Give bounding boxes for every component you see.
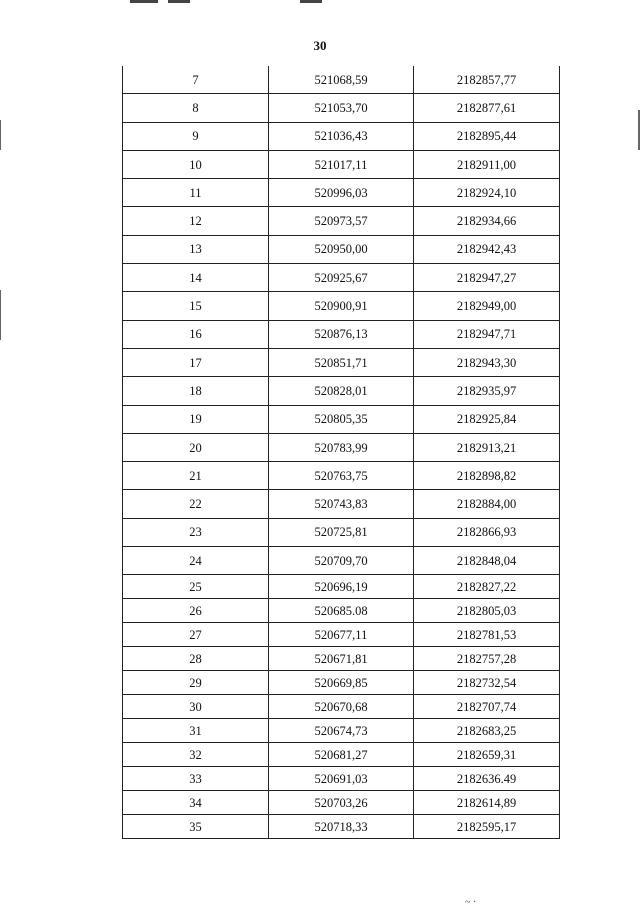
table-row (123, 292, 560, 320)
y-coordinate-cell: 2182659,31 (414, 743, 560, 767)
y-coordinate-cell: 2182614,89 (414, 791, 560, 815)
point-number-cell: 18 (123, 377, 269, 405)
table-row (123, 575, 560, 599)
x-coordinate-cell: 520677,11 (269, 623, 414, 647)
x-coordinate-cell: 520669,85 (269, 671, 414, 695)
table-row (123, 547, 560, 575)
point-number-cell: 15 (123, 292, 269, 320)
scan-artifact-top (130, 0, 330, 4)
point-number-cell: 17 (123, 348, 269, 376)
table-row (123, 150, 560, 178)
table-row (123, 647, 560, 671)
table-row (123, 490, 560, 518)
coordinates-table (122, 66, 560, 839)
x-coordinate-cell: 520950,00 (269, 235, 414, 263)
point-number-cell: 34 (123, 791, 269, 815)
point-number-cell: 19 (123, 405, 269, 433)
x-coordinate-cell: 521036,43 (269, 122, 414, 150)
table-row (123, 433, 560, 461)
table-row (123, 348, 560, 376)
point-number-cell: 22 (123, 490, 269, 518)
point-number-cell: 10 (123, 150, 269, 178)
x-coordinate-cell: 520925,67 (269, 264, 414, 292)
point-number-cell: 27 (123, 623, 269, 647)
y-coordinate-cell: 2182947,71 (414, 320, 560, 348)
point-number-cell: 28 (123, 647, 269, 671)
table-row (123, 122, 560, 150)
point-number-cell: 14 (123, 264, 269, 292)
table-row (123, 94, 560, 122)
x-coordinate-cell: 520703,26 (269, 791, 414, 815)
y-coordinate-cell: 2182781,53 (414, 623, 560, 647)
y-coordinate-cell: 2182947,27 (414, 264, 560, 292)
x-coordinate-cell: 521053,70 (269, 94, 414, 122)
table-row (123, 791, 560, 815)
page-number: 30 (313, 38, 327, 53)
y-coordinate-cell: 2182877,61 (414, 94, 560, 122)
point-number-cell: 29 (123, 671, 269, 695)
y-coordinate-cell: 2182683,25 (414, 719, 560, 743)
y-coordinate-cell: 2182595,17 (414, 815, 560, 839)
x-coordinate-cell: 520900,91 (269, 292, 414, 320)
table-row (123, 767, 560, 791)
table-row (123, 235, 560, 263)
point-number-cell: 9 (123, 122, 269, 150)
point-number-cell: 30 (123, 695, 269, 719)
x-coordinate-cell: 520996,03 (269, 179, 414, 207)
x-coordinate-cell: 521068,59 (269, 66, 414, 94)
y-coordinate-cell: 2182757,28 (414, 647, 560, 671)
point-number-cell: 13 (123, 235, 269, 263)
table-row (123, 264, 560, 292)
y-coordinate-cell: 2182934,66 (414, 207, 560, 235)
y-coordinate-cell: 2182636.49 (414, 767, 560, 791)
point-number-cell: 24 (123, 547, 269, 575)
y-coordinate-cell: 2182857,77 (414, 66, 560, 94)
point-number-cell: 21 (123, 462, 269, 490)
y-coordinate-cell: 2182898,82 (414, 462, 560, 490)
table-row (123, 207, 560, 235)
x-coordinate-cell: 520876,13 (269, 320, 414, 348)
x-coordinate-cell: 520763,75 (269, 462, 414, 490)
table-row (123, 743, 560, 767)
y-coordinate-cell: 2182848,04 (414, 547, 560, 575)
y-coordinate-cell: 2182924,10 (414, 179, 560, 207)
y-coordinate-cell: 2182827,22 (414, 575, 560, 599)
point-number-cell: 35 (123, 815, 269, 839)
x-coordinate-cell: 520709,70 (269, 547, 414, 575)
x-coordinate-cell: 520674,73 (269, 719, 414, 743)
table-row (123, 671, 560, 695)
y-coordinate-cell: 2182707,74 (414, 695, 560, 719)
y-coordinate-cell: 2182913,21 (414, 433, 560, 461)
point-number-cell: 7 (123, 66, 269, 94)
x-coordinate-cell: 520685.08 (269, 599, 414, 623)
x-coordinate-cell: 520828,01 (269, 377, 414, 405)
x-coordinate-cell: 520805,35 (269, 405, 414, 433)
x-coordinate-cell: 520725,81 (269, 518, 414, 546)
x-coordinate-cell: 520783,99 (269, 433, 414, 461)
table-row (123, 66, 560, 94)
table-row (123, 518, 560, 546)
x-coordinate-cell: 520973,57 (269, 207, 414, 235)
y-coordinate-cell: 2182895,44 (414, 122, 560, 150)
table-row (123, 377, 560, 405)
y-coordinate-cell: 2182911,00 (414, 150, 560, 178)
y-coordinate-cell: 2182949,00 (414, 292, 560, 320)
y-coordinate-cell: 2182925,84 (414, 405, 560, 433)
table-row (123, 695, 560, 719)
table-row (123, 623, 560, 647)
y-coordinate-cell: 2182942,43 (414, 235, 560, 263)
x-coordinate-cell: 521017,11 (269, 150, 414, 178)
point-number-cell: 32 (123, 743, 269, 767)
table-row (123, 815, 560, 839)
point-number-cell: 11 (123, 179, 269, 207)
table-row (123, 719, 560, 743)
x-coordinate-cell: 520681,27 (269, 743, 414, 767)
point-number-cell: 16 (123, 320, 269, 348)
y-coordinate-cell: 2182732,54 (414, 671, 560, 695)
table-row (123, 462, 560, 490)
y-coordinate-cell: 2182805,03 (414, 599, 560, 623)
point-number-cell: 31 (123, 719, 269, 743)
x-coordinate-cell: 520718,33 (269, 815, 414, 839)
point-number-cell: 20 (123, 433, 269, 461)
y-coordinate-cell: 2182884,00 (414, 490, 560, 518)
scan-artifact-bottom: ~ · (465, 897, 477, 908)
point-number-cell: 23 (123, 518, 269, 546)
scan-artifact-left (0, 120, 1, 150)
table-row (123, 405, 560, 433)
x-coordinate-cell: 520696,19 (269, 575, 414, 599)
x-coordinate-cell: 520671,81 (269, 647, 414, 671)
x-coordinate-cell: 520670,68 (269, 695, 414, 719)
table-row (123, 320, 560, 348)
x-coordinate-cell: 520691,03 (269, 767, 414, 791)
point-number-cell: 26 (123, 599, 269, 623)
table-row (123, 179, 560, 207)
point-number-cell: 33 (123, 767, 269, 791)
point-number-cell: 12 (123, 207, 269, 235)
y-coordinate-cell: 2182943,30 (414, 348, 560, 376)
scan-artifact-left-2 (0, 290, 1, 340)
point-number-cell: 8 (123, 94, 269, 122)
table-row (123, 599, 560, 623)
x-coordinate-cell: 520851,71 (269, 348, 414, 376)
y-coordinate-cell: 2182866,93 (414, 518, 560, 546)
y-coordinate-cell: 2182935,97 (414, 377, 560, 405)
x-coordinate-cell: 520743,83 (269, 490, 414, 518)
point-number-cell: 25 (123, 575, 269, 599)
